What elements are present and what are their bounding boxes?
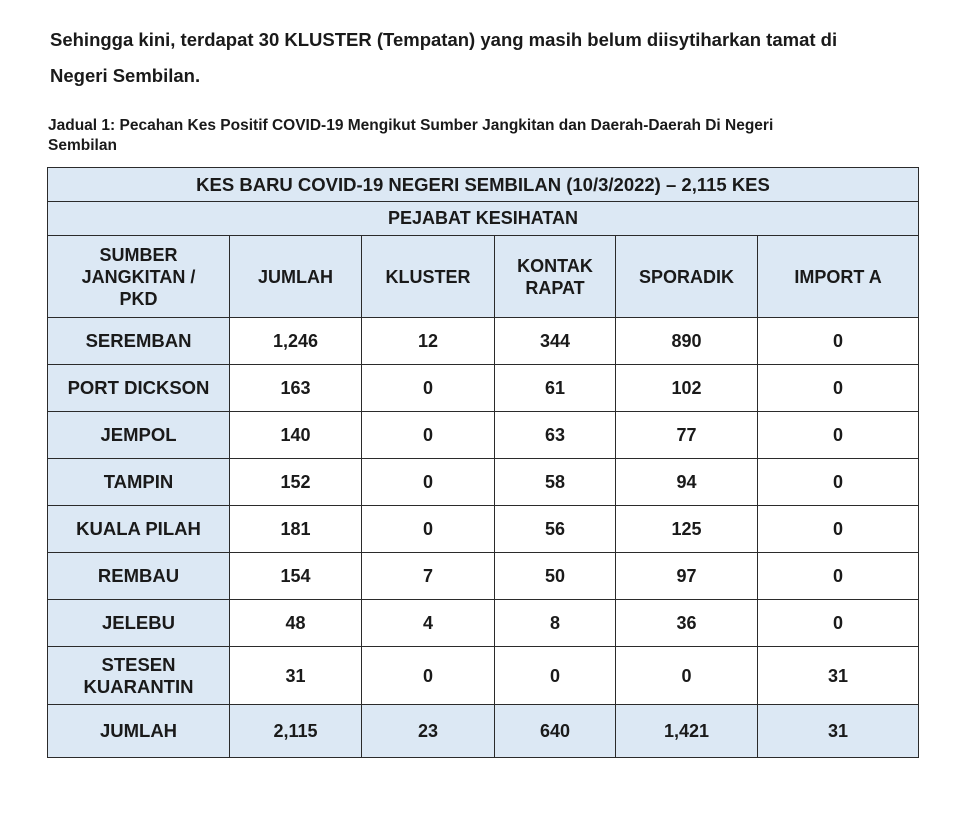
- cell-import: 31: [758, 647, 919, 705]
- row-label: REMBAU: [48, 553, 230, 600]
- cell-jumlah: 48: [230, 600, 362, 647]
- cell-import: 0: [758, 365, 919, 412]
- cell-kontak: 63: [495, 412, 616, 459]
- table-row: [48, 647, 919, 705]
- intro-line-2: Negeri Sembilan.: [50, 65, 201, 86]
- intro-line-1: Sehingga kini, terdapat 30 KLUSTER (Tempatan) yang masih belum diisytiharkan tamat di: [50, 29, 838, 50]
- cell-import: 0: [758, 553, 919, 600]
- cell-import: 0: [758, 412, 919, 459]
- total-jumlah: 2,115: [230, 705, 362, 758]
- covid-cases-table: [47, 167, 919, 758]
- cell-kontak: 50: [495, 553, 616, 600]
- office-row: [48, 202, 919, 236]
- cell-jumlah: 31: [230, 647, 362, 705]
- cell-kontak: 344: [495, 318, 616, 365]
- cell-kluster: 0: [362, 647, 495, 705]
- total-kluster: 23: [362, 705, 495, 758]
- row-label: JELEBU: [48, 600, 230, 647]
- table-row: [48, 506, 919, 553]
- cell-kontak: 58: [495, 459, 616, 506]
- cell-sporadik: 36: [616, 600, 758, 647]
- header-kluster: KLUSTER: [362, 236, 495, 318]
- cell-kluster: 0: [362, 365, 495, 412]
- cell-kontak: 8: [495, 600, 616, 647]
- cell-import: 0: [758, 318, 919, 365]
- cell-kontak: 61: [495, 365, 616, 412]
- cell-jumlah: 140: [230, 412, 362, 459]
- cell-sporadik: 125: [616, 506, 758, 553]
- header-sporadik: SPORADIK: [616, 236, 758, 318]
- table-row: [48, 318, 919, 365]
- total-label: JUMLAH: [48, 705, 230, 758]
- cell-kontak: 0: [495, 647, 616, 705]
- cell-import: 0: [758, 600, 919, 647]
- header-source-line-3: PKD: [119, 288, 158, 309]
- cell-sporadik: 102: [616, 365, 758, 412]
- table-title-row: [48, 168, 919, 202]
- cell-kluster: 7: [362, 553, 495, 600]
- cell-sporadik: 94: [616, 459, 758, 506]
- row-label-line-1: STESEN: [101, 653, 176, 675]
- caption-line-1: Jadual 1: Pecahan Kes Positif COVID-19 Mengikut Sumber Jangkitan dan Daerah-Daerah Di Negeri: [48, 117, 774, 134]
- header-source: [48, 236, 230, 318]
- intro-paragraph: [50, 22, 930, 94]
- total-import: 31: [758, 705, 919, 758]
- cell-kluster: 12: [362, 318, 495, 365]
- total-kontak: 640: [495, 705, 616, 758]
- row-label-line-2: KUARANTIN: [83, 675, 194, 697]
- table-row: [48, 459, 919, 506]
- cell-kluster: 0: [362, 459, 495, 506]
- cell-import: 0: [758, 459, 919, 506]
- cell-jumlah: 163: [230, 365, 362, 412]
- header-kontak-rapat: [495, 236, 616, 318]
- row-label: [48, 647, 230, 705]
- column-header-row: [48, 236, 919, 318]
- header-jumlah: JUMLAH: [230, 236, 362, 318]
- caption-line-2: Sembilan: [48, 137, 117, 154]
- table-caption: [48, 116, 928, 156]
- header-kontak-line-1: KONTAK: [517, 255, 593, 276]
- row-label: PORT DICKSON: [48, 365, 230, 412]
- cell-kontak: 56: [495, 506, 616, 553]
- office-heading: PEJABAT KESIHATAN: [48, 202, 919, 236]
- cell-sporadik: 97: [616, 553, 758, 600]
- header-source-line-2: JANGKITAN /: [81, 266, 196, 287]
- row-label: JEMPOL: [48, 412, 230, 459]
- cell-kluster: 4: [362, 600, 495, 647]
- table-row: [48, 600, 919, 647]
- cell-sporadik: 0: [616, 647, 758, 705]
- row-label: TAMPIN: [48, 459, 230, 506]
- table-row: [48, 553, 919, 600]
- cell-jumlah: 154: [230, 553, 362, 600]
- table-title: KES BARU COVID-19 NEGERI SEMBILAN (10/3/2022) – 2,115 KES: [48, 168, 919, 202]
- header-import: IMPORT A: [758, 236, 919, 318]
- row-label: KUALA PILAH: [48, 506, 230, 553]
- table-row: [48, 412, 919, 459]
- cell-jumlah: 181: [230, 506, 362, 553]
- total-row: [48, 705, 919, 758]
- cell-kluster: 0: [362, 506, 495, 553]
- cell-jumlah: 1,246: [230, 318, 362, 365]
- header-kontak-line-2: RAPAT: [525, 277, 585, 298]
- total-sporadik: 1,421: [616, 705, 758, 758]
- cell-sporadik: 77: [616, 412, 758, 459]
- cell-jumlah: 152: [230, 459, 362, 506]
- cell-kluster: 0: [362, 412, 495, 459]
- cell-import: 0: [758, 506, 919, 553]
- row-label: SEREMBAN: [48, 318, 230, 365]
- table-row: [48, 365, 919, 412]
- header-source-line-1: SUMBER: [99, 244, 178, 265]
- cell-sporadik: 890: [616, 318, 758, 365]
